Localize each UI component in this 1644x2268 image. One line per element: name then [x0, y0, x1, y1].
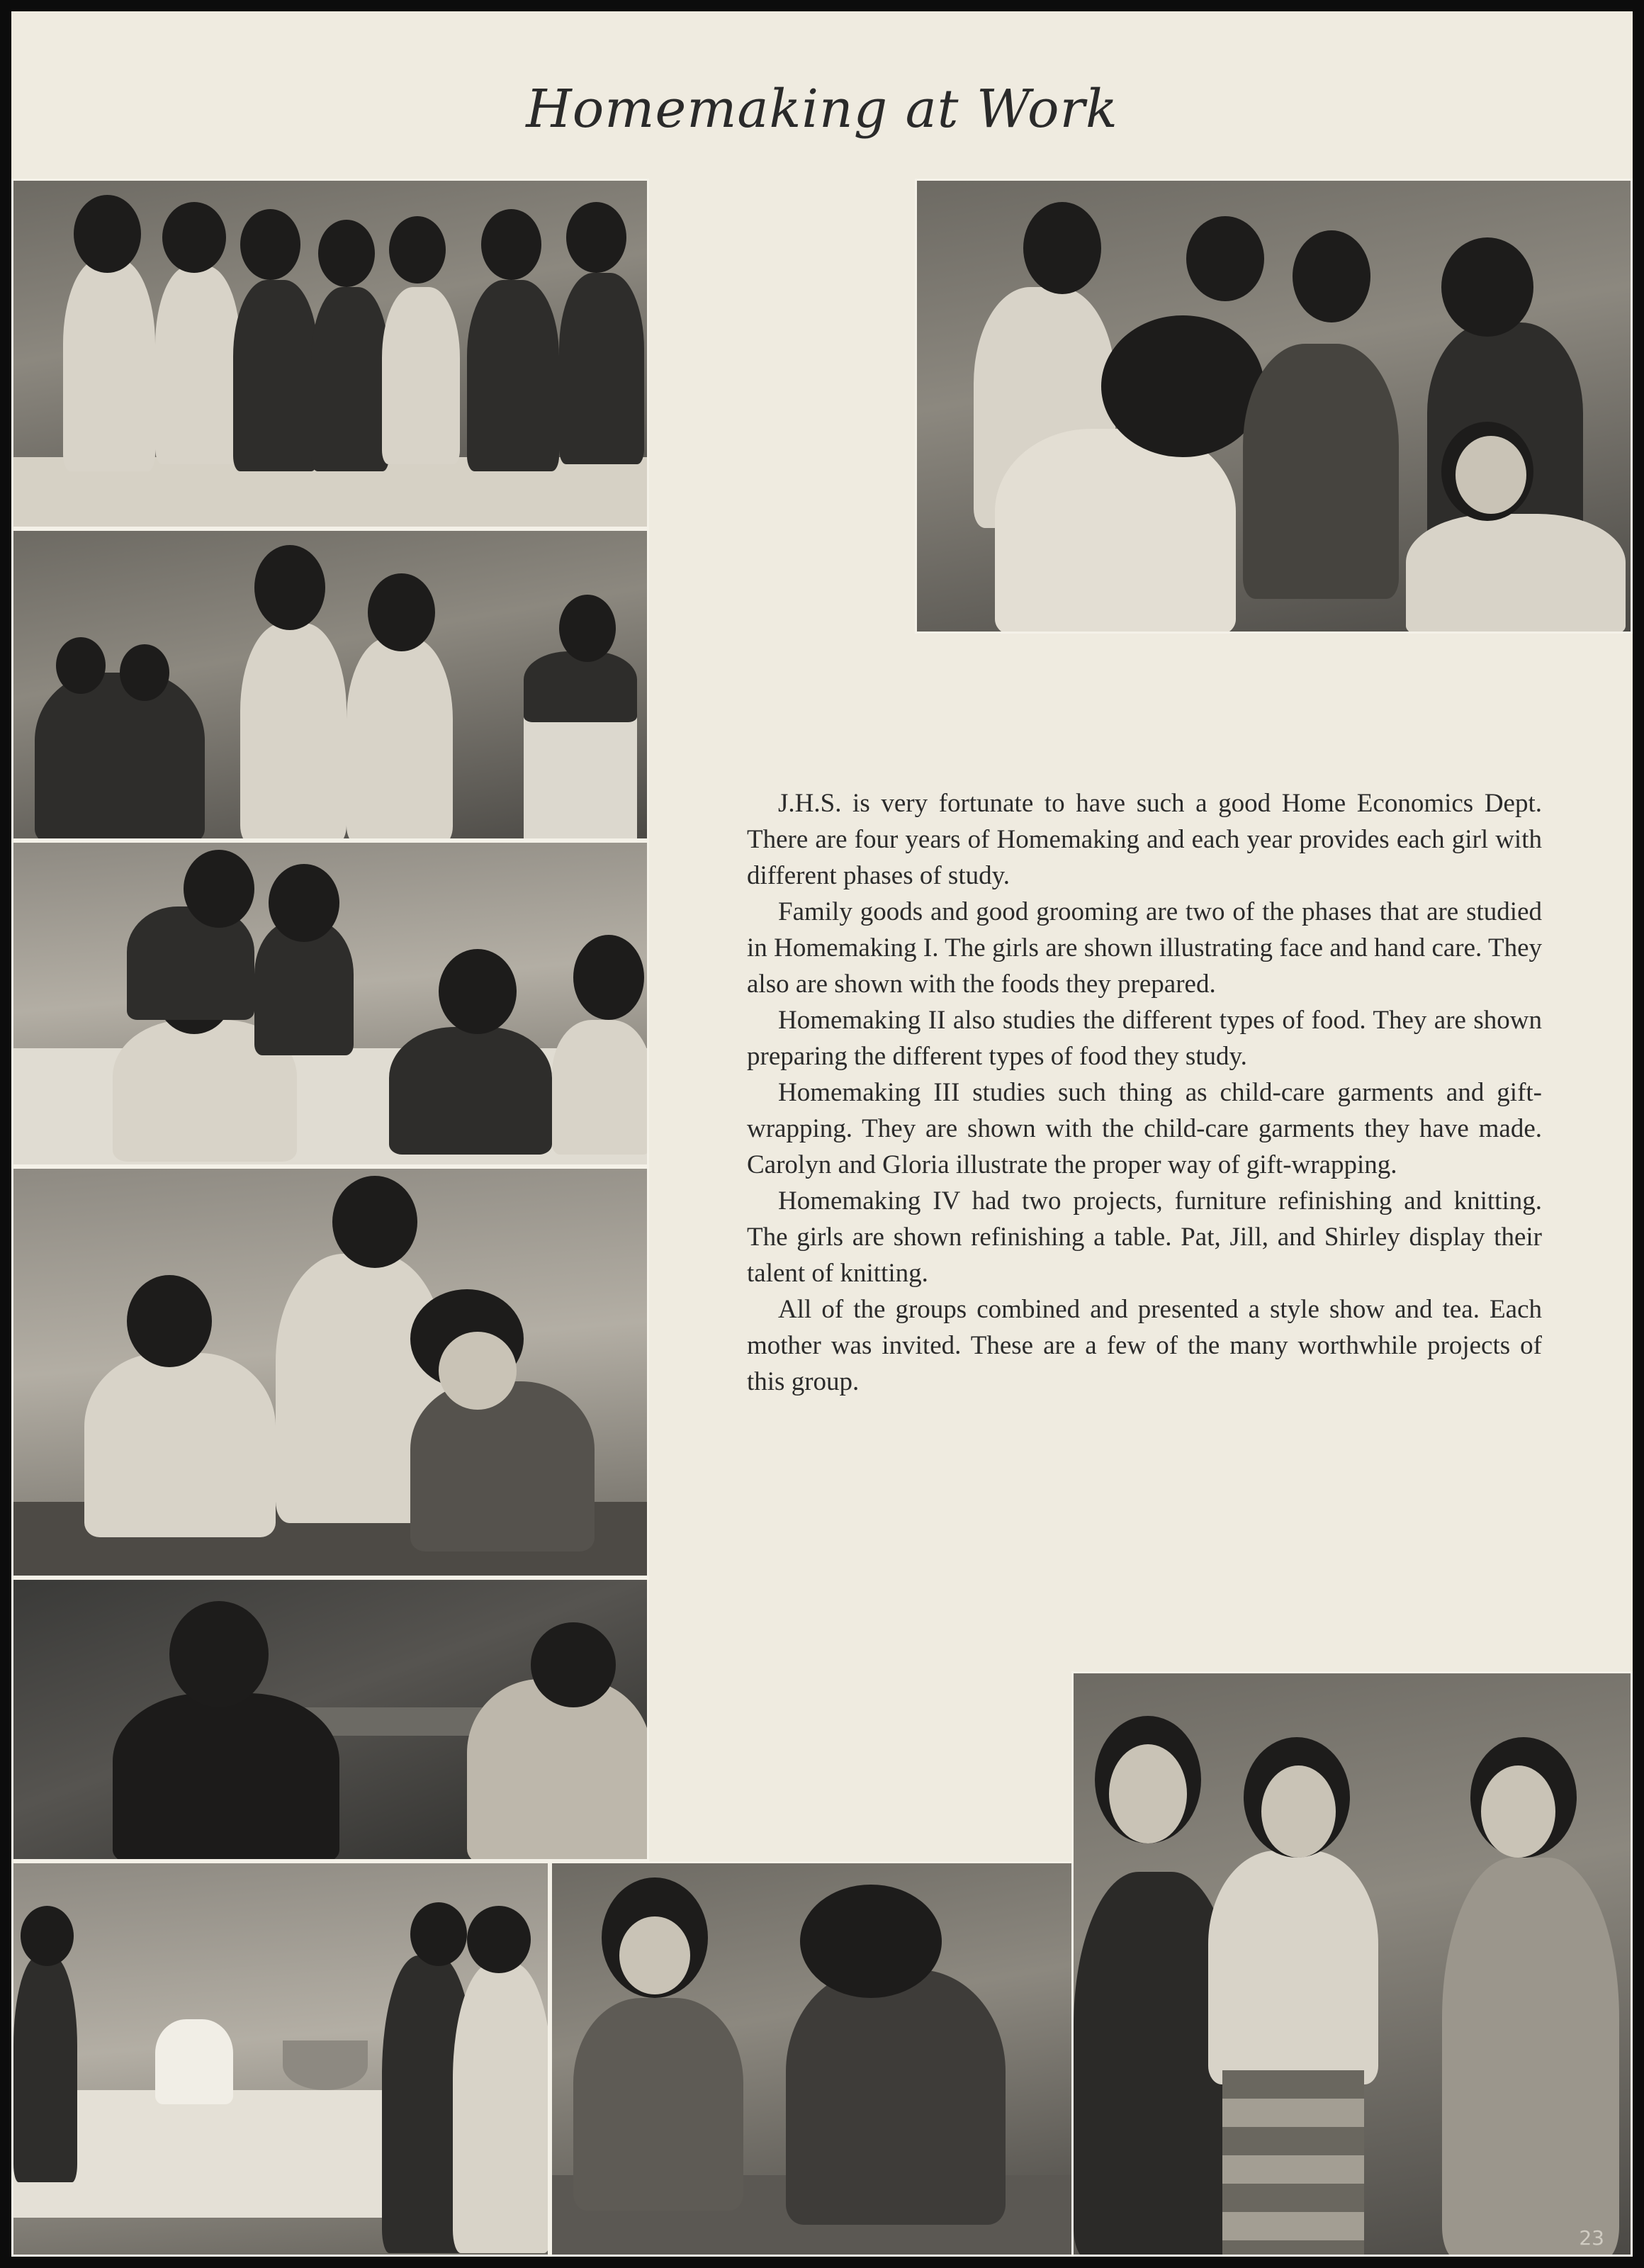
- photo-kitchen-pouring: [11, 529, 649, 841]
- photo-face-hand-care: [915, 179, 1633, 634]
- paragraph-homemaking-4: Homemaking IV had two projects, furniture refinishing and knitting. The girls are shown refinishing a table. Pat, Jill, and Shirley display their talent of knitting.: [747, 1186, 1542, 1288]
- photo-gift-wrapping: [11, 1578, 649, 1861]
- article-text: [747, 785, 1542, 1400]
- page-title: Homemaking at Work: [526, 79, 1118, 140]
- photo-group-food-table: [11, 179, 649, 529]
- photo-knitting: [11, 1167, 649, 1578]
- photo-child-care-garments: [11, 841, 649, 1167]
- paragraph-homemaking-1: Family goods and good grooming are two of the phases that are studied in Homemaking I. The girls are shown illustrating face and hand care. They also are shown with the foods they prepared.: [747, 897, 1542, 999]
- paragraph-style-show: All of the groups combined and presented a style show and tea. Each mother was invited. These are a few of the many worthwhile projects of this group.: [747, 1295, 1542, 1396]
- paragraph-homemaking-3: Homemaking III studies such thing as child-care garments and gift-wrapping. They are shown with the child-care garments they have made. Carolyn and Gloria illustrate the proper way of gift-wrapping.: [747, 1078, 1542, 1179]
- yearbook-page: [11, 11, 1633, 2257]
- photo-style-show-tea-table: [11, 1861, 550, 2257]
- photo-refinishing-table: [550, 1861, 1074, 2257]
- photo-style-show-serving: [1071, 1671, 1633, 2257]
- paragraph-homemaking-2: Homemaking II also studies the different types of food. They are shown preparing the different types of food they study.: [747, 1006, 1542, 1071]
- paragraph-intro: J.H.S. is very fortunate to have such a good Home Economics Dept. There are four years of Homemaking and each year provides each girl with different phases of study.: [747, 789, 1542, 890]
- page-number: 23: [1579, 2226, 1604, 2250]
